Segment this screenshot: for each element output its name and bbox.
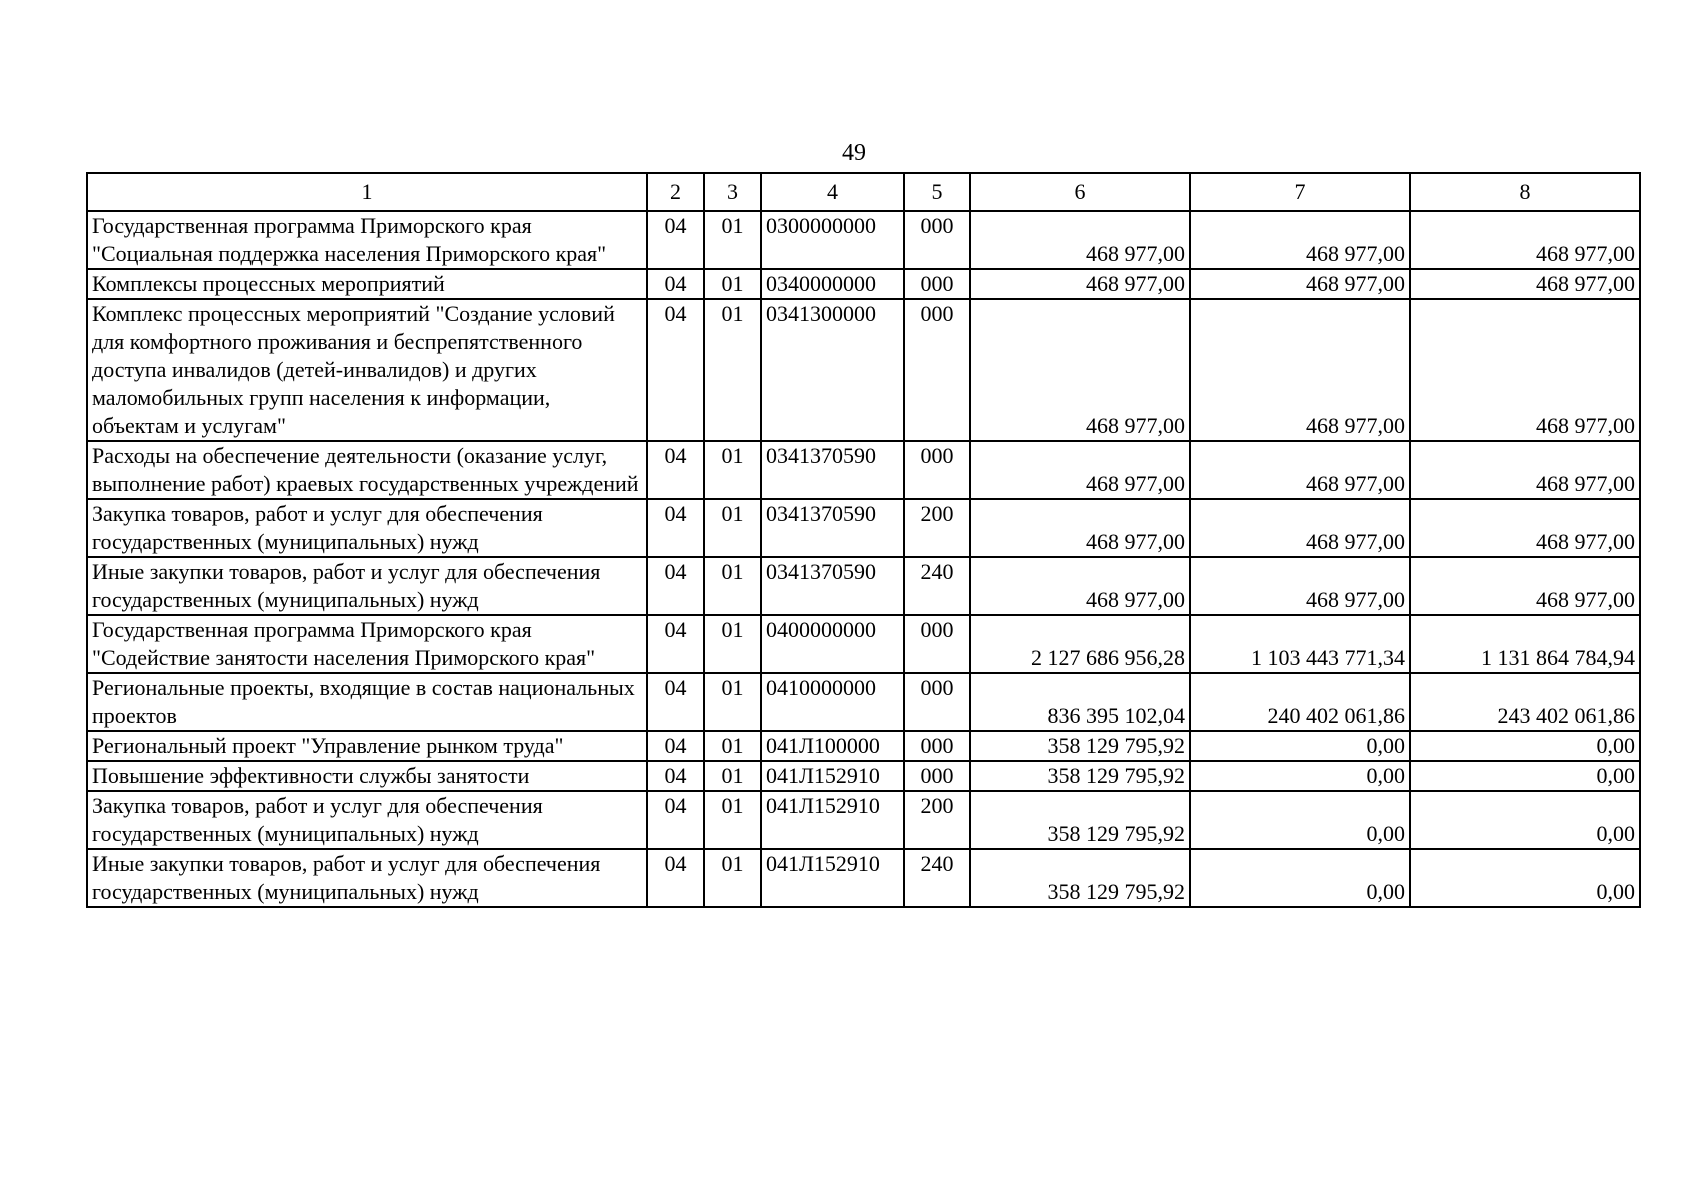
table-header-row: [87, 173, 1640, 211]
subsection-code: 01: [704, 499, 761, 557]
row-name: Повышение эффективности службы занятости: [87, 761, 647, 791]
amount-year-1: 468 977,00: [970, 269, 1190, 299]
section-code: 04: [647, 673, 704, 731]
target-article-code: 0300000000: [761, 211, 904, 269]
section-code: 04: [647, 557, 704, 615]
expense-type-code: 200: [904, 499, 970, 557]
table-row: [87, 615, 1640, 673]
subsection-code: 01: [704, 791, 761, 849]
target-article-code: 0400000000: [761, 615, 904, 673]
subsection-code: 01: [704, 211, 761, 269]
amount-year-1: 468 977,00: [970, 499, 1190, 557]
page-number: 49: [842, 140, 866, 166]
expense-type-code: 200: [904, 791, 970, 849]
amount-year-2: 468 977,00: [1190, 557, 1410, 615]
column-header: 4: [761, 173, 904, 211]
section-code: 04: [647, 299, 704, 441]
subsection-code: 01: [704, 299, 761, 441]
target-article-code: 0341370590: [761, 499, 904, 557]
amount-year-2: 0,00: [1190, 791, 1410, 849]
row-name: Региональные проекты, входящие в состав национальных проектов: [87, 673, 647, 731]
amount-year-3: 1 131 864 784,94: [1410, 615, 1640, 673]
subsection-code: 01: [704, 849, 761, 907]
table-row: [87, 673, 1640, 731]
amount-year-2: 1 103 443 771,34: [1190, 615, 1410, 673]
amount-year-3: 0,00: [1410, 731, 1640, 761]
row-name: Закупка товаров, работ и услуг для обеспечения государственных (муниципальных) нужд: [87, 791, 647, 849]
amount-year-2: 468 977,00: [1190, 269, 1410, 299]
section-code: 04: [647, 211, 704, 269]
subsection-code: 01: [704, 731, 761, 761]
column-header: 3: [704, 173, 761, 211]
subsection-code: 01: [704, 269, 761, 299]
amount-year-3: 468 977,00: [1410, 211, 1640, 269]
row-name: Государственная программа Приморского края "Содействие занятости населения Приморского края": [87, 615, 647, 673]
target-article-code: 041Л152910: [761, 849, 904, 907]
amount-year-1: 358 129 795,92: [970, 761, 1190, 791]
amount-year-1: 468 977,00: [970, 557, 1190, 615]
amount-year-1: 468 977,00: [970, 441, 1190, 499]
amount-year-3: 0,00: [1410, 791, 1640, 849]
amount-year-3: 468 977,00: [1410, 299, 1640, 441]
table-row: [87, 499, 1640, 557]
section-code: 04: [647, 849, 704, 907]
expense-type-code: 000: [904, 211, 970, 269]
amount-year-2: 0,00: [1190, 849, 1410, 907]
amount-year-2: 468 977,00: [1190, 499, 1410, 557]
column-header: 1: [87, 173, 647, 211]
expense-type-code: 240: [904, 849, 970, 907]
target-article-code: 041Л100000: [761, 731, 904, 761]
column-header: 7: [1190, 173, 1410, 211]
amount-year-1: 358 129 795,92: [970, 731, 1190, 761]
amount-year-3: 243 402 061,86: [1410, 673, 1640, 731]
section-code: 04: [647, 761, 704, 791]
table-row: [87, 761, 1640, 791]
row-name: Иные закупки товаров, работ и услуг для обеспечения государственных (муниципальных) нужд: [87, 849, 647, 907]
column-header: 6: [970, 173, 1190, 211]
expense-type-code: 240: [904, 557, 970, 615]
table-row: [87, 441, 1640, 499]
table-row: [87, 557, 1640, 615]
expense-type-code: 000: [904, 673, 970, 731]
amount-year-1: 2 127 686 956,28: [970, 615, 1190, 673]
row-name: Региональный проект "Управление рынком труда": [87, 731, 647, 761]
expense-type-code: 000: [904, 269, 970, 299]
budget-table: [86, 172, 1641, 908]
subsection-code: 01: [704, 673, 761, 731]
subsection-code: 01: [704, 615, 761, 673]
amount-year-2: 468 977,00: [1190, 211, 1410, 269]
amount-year-2: 468 977,00: [1190, 441, 1410, 499]
amount-year-2: 468 977,00: [1190, 299, 1410, 441]
amount-year-3: 468 977,00: [1410, 269, 1640, 299]
target-article-code: 041Л152910: [761, 791, 904, 849]
expense-type-code: 000: [904, 299, 970, 441]
target-article-code: 0410000000: [761, 673, 904, 731]
column-header: 5: [904, 173, 970, 211]
row-name: Закупка товаров, работ и услуг для обеспечения государственных (муниципальных) нужд: [87, 499, 647, 557]
table-row: [87, 299, 1640, 441]
target-article-code: 0340000000: [761, 269, 904, 299]
amount-year-2: 0,00: [1190, 731, 1410, 761]
column-header: 2: [647, 173, 704, 211]
expense-type-code: 000: [904, 441, 970, 499]
target-article-code: 0341300000: [761, 299, 904, 441]
amount-year-1: 358 129 795,92: [970, 849, 1190, 907]
table-row: [87, 849, 1640, 907]
subsection-code: 01: [704, 557, 761, 615]
section-code: 04: [647, 499, 704, 557]
section-code: 04: [647, 791, 704, 849]
amount-year-3: 0,00: [1410, 761, 1640, 791]
row-name: Комплексы процессных мероприятий: [87, 269, 647, 299]
table-row: [87, 269, 1640, 299]
amount-year-3: 468 977,00: [1410, 441, 1640, 499]
subsection-code: 01: [704, 441, 761, 499]
amount-year-2: 0,00: [1190, 761, 1410, 791]
table-row: [87, 731, 1640, 761]
table-row: [87, 211, 1640, 269]
section-code: 04: [647, 441, 704, 499]
section-code: 04: [647, 615, 704, 673]
amount-year-3: 468 977,00: [1410, 499, 1640, 557]
table-row: [87, 791, 1640, 849]
amount-year-1: 468 977,00: [970, 211, 1190, 269]
column-header: 8: [1410, 173, 1640, 211]
row-name: Иные закупки товаров, работ и услуг для обеспечения государственных (муниципальных) нужд: [87, 557, 647, 615]
section-code: 04: [647, 269, 704, 299]
row-name: Государственная программа Приморского края "Социальная поддержка населения Приморского края": [87, 211, 647, 269]
target-article-code: 041Л152910: [761, 761, 904, 791]
amount-year-1: 468 977,00: [970, 299, 1190, 441]
expense-type-code: 000: [904, 615, 970, 673]
expense-type-code: 000: [904, 731, 970, 761]
expense-type-code: 000: [904, 761, 970, 791]
target-article-code: 0341370590: [761, 441, 904, 499]
amount-year-3: 468 977,00: [1410, 557, 1640, 615]
amount-year-3: 0,00: [1410, 849, 1640, 907]
amount-year-1: 836 395 102,04: [970, 673, 1190, 731]
amount-year-1: 358 129 795,92: [970, 791, 1190, 849]
subsection-code: 01: [704, 761, 761, 791]
target-article-code: 0341370590: [761, 557, 904, 615]
section-code: 04: [647, 731, 704, 761]
row-name: Комплекс процессных мероприятий "Создание условий для комфортного проживания и беспрепятственного доступа инвалидов (детей-инвалидов) и других маломобильных групп населения к информации, объектам и услугам": [87, 299, 647, 441]
amount-year-2: 240 402 061,86: [1190, 673, 1410, 731]
row-name: Расходы на обеспечение деятельности (оказание услуг, выполнение работ) краевых государственных учреждений: [87, 441, 647, 499]
